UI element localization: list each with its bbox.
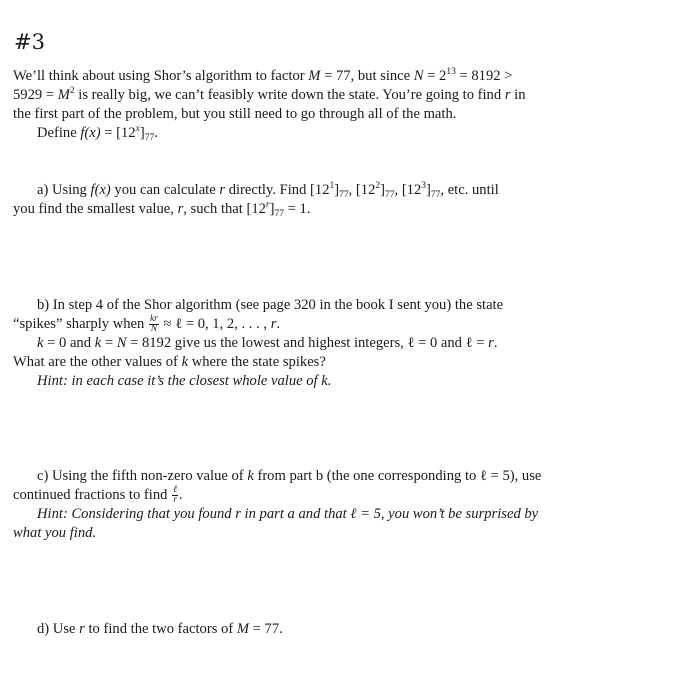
part-c-paragraph — [13, 467, 605, 543]
part-c-hint-line-2: what you find. — [13, 525, 97, 542]
part-a-line-2: you find the smallest value, r, such that $[12^r]_{77} = 1$. — [13, 200, 311, 219]
part-b-line-3: k = 0 and k = N = 8192 give us the lowest and highest integers, ℓ = 0 and ℓ = r. — [37, 335, 498, 352]
part-b-hint: Hint: in each case it’s the closest whole value of k. — [37, 373, 332, 390]
l-over-r-fraction: $\frac{\text{ℓ}}{r}$ — [173, 485, 178, 506]
intro-paragraph — [13, 67, 605, 143]
problem-number: #3 — [14, 30, 45, 54]
intro-line-4: Define $f(x) = [12^x]_{77}$. — [37, 124, 158, 143]
part-a-paragraph — [13, 181, 605, 219]
part-c-line-1: c) Using the fifth non-zero value of k from part b (the one corresponding to ℓ = 5), use — [37, 468, 542, 484]
intro-line-2: $5929 = M^2$ is really big, we can’t feasibly write down the state. You’re going to find r in — [13, 86, 526, 103]
intro-line-1: We’ll think about using Shor’s algorithm to factor M = 77, but since $N = 2^{13} = 8192$ > — [13, 67, 513, 84]
part-d-paragraph — [13, 620, 605, 639]
part-d-line-1: d) Use r to find the two factors of M = 77. — [37, 621, 283, 637]
part-b-line-4: What are the other values of k where the state spikes? — [13, 354, 326, 371]
part-c-hint-line-1: Hint: Considering that you found r in part a and that ℓ = 5, you won’t be surprised by — [37, 506, 539, 523]
kr-over-n-fraction: $\frac{kr}{N}$ — [149, 314, 158, 335]
part-b-line-1: b) In step 4 of the Shor algorithm (see page 320 in the book I sent you) the state — [37, 297, 504, 313]
part-b-paragraph — [13, 296, 605, 391]
intro-line-3: the first part of the problem, but you still need to go through all of the math. — [13, 106, 457, 122]
part-a-line-1: a) Using f(x) you can calculate r directly. Find $[12^1]_{77}$, $[12^2]_{77}$, $[12^3]_{77}$, etc. until — [37, 181, 499, 200]
part-c-line-2: continued fractions to find $\frac{\text{ℓ}}{r}$ . — [13, 485, 183, 506]
part-b-line-2: “spikes” sharply when $\frac{kr}{N}$ ≈ ℓ = 0, 1, 2, . . . , r. — [13, 314, 281, 335]
